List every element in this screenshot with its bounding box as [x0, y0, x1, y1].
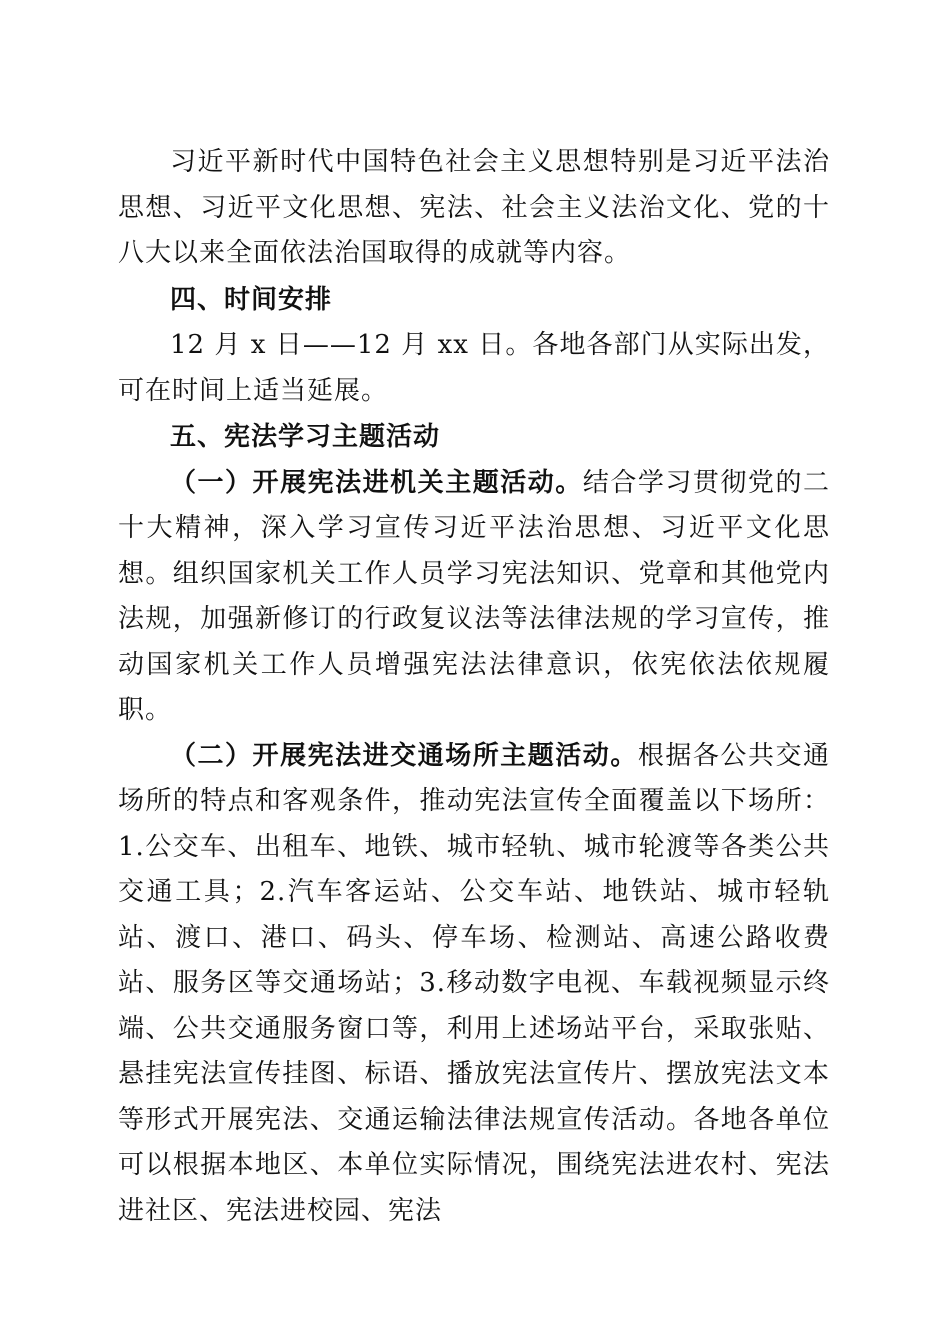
activity-transport-text: 根据各公共交通场所的特点和客观条件，推动宪法宣传全面覆盖以下场所：1.公交车、出租车、地铁、城市轻轨、城市轮渡等各类公共交通工具；2.汽车客运站、公交车站、地铁站、城市轻轨站、渡口、港口、码头、停车场、检测站、高速公路收费站、服务区等交通场站；3.移动数字电视、车载视频显示终端、公共交通服务窗口等，利用上述场站平台，采取张贴、悬挂宪法宣传挂图、标语、播放宪法宣传片、摆放宪法文本等形式开展宪法、交通运输法律法规宣传活动。各地各单位可以根据本地区、本单位实际情况，围绕宪法进农村、宪法进社区、宪法进校园、宪法	[118, 740, 830, 1226]
document-body	[118, 140, 830, 1234]
activity-agencies-text: 结合学习贯彻党的二十大精神，深入学习宣传习近平法治思想、习近平文化思想。组织国家机关工作人员学习宪法知识、党章和其他党内法规，加强新修订的行政复议法等法律法规的学习宣传，推动国家机关工作人员增强宪法法律意识，依宪依法依规履职。	[118, 467, 830, 725]
heading-constitution-activities: 五、宪法学习主题活动	[170, 422, 441, 452]
paragraph-content-scope: 习近平新时代中国特色社会主义思想特别是习近平法治思想、习近平文化思想、宪法、社会主义法治文化、党的十八大以来全面依法治国取得的成就等内容。	[118, 147, 830, 268]
paragraph-activity-transport	[118, 734, 830, 1235]
paragraph-activity-agencies	[118, 461, 830, 734]
heading-time-arrangement: 四、时间安排	[170, 284, 333, 315]
paragraph-time-arrangement: 12 月 x 日——12 月 xx 日。各地各部门从实际出发，可在时间上适当延展。	[118, 330, 830, 406]
activity-transport-title: （二）开展宪法进交通场所主题活动。	[170, 740, 638, 771]
activity-agencies-title: （一）开展宪法进机关主题活动。	[170, 467, 583, 498]
